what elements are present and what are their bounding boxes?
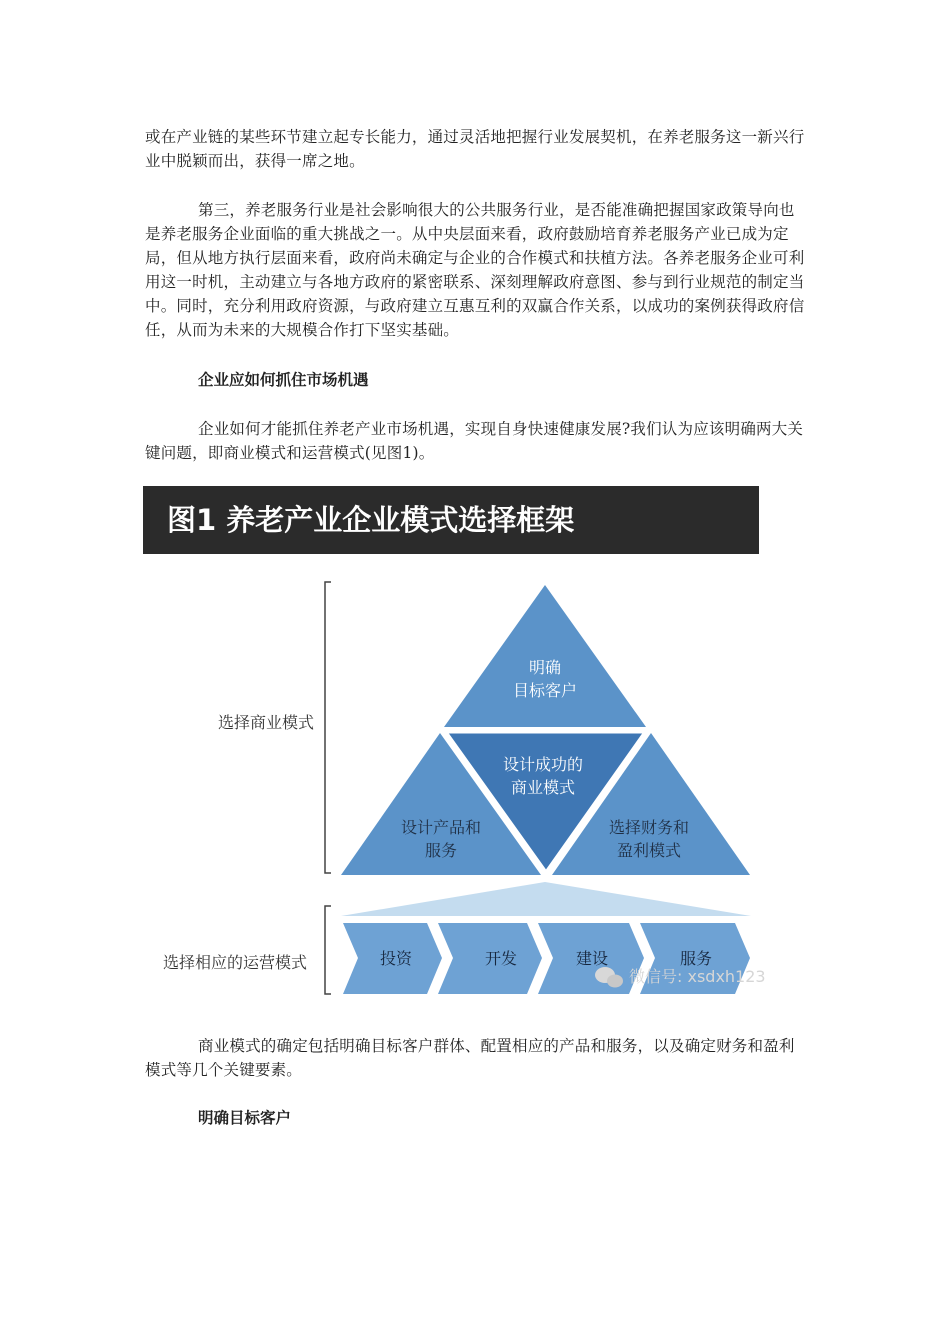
- section-heading-target-customer: 明确目标客户: [198, 1109, 292, 1127]
- top-triangle-text-1: 明确: [528, 658, 562, 677]
- step-label: 服务: [679, 949, 713, 968]
- figure-framework: [143, 486, 803, 1006]
- step-label: 开发: [484, 949, 518, 968]
- triangle-target-customer: [444, 585, 646, 727]
- paragraph-key-questions: 企业如何才能抓住养老产业市场机遇，实现自身快速健康发展?我们认为应该明确两大关键问题，即商业模式和运营模式(见图1)。: [145, 420, 804, 462]
- section-heading-market: 企业应如何抓住市场机遇: [198, 371, 369, 389]
- left-triangle-text-1: 设计产品和: [400, 818, 482, 837]
- framework-diagram: [143, 486, 803, 1006]
- fan-connector: [341, 882, 751, 916]
- right-triangle-text-2: 盈利模式: [616, 841, 682, 860]
- center-triangle-text-1: 设计成功的: [502, 755, 584, 774]
- watermark-text: 微信号: xsdxh123: [629, 967, 766, 986]
- top-triangle-text-2: 目标客户: [512, 681, 578, 700]
- paragraph-intro: 或在产业链的某些环节建立起专长能力，通过灵活地把握行业发展契机，在养老服务这一新兴行业中脱颖而出，获得一席之地。: [145, 128, 805, 170]
- operation-model-label: 选择相应的运营模式: [163, 953, 308, 972]
- paragraph-business-model: 商业模式的确定包括明确目标客户群体、配置相应的产品和服务，以及确定财务和盈利模式等几个关键要素。: [145, 1037, 795, 1079]
- right-triangle-text-1: 选择财务和: [608, 818, 690, 837]
- center-triangle-text-2: 商业模式: [510, 778, 576, 797]
- step-label: 投资: [379, 949, 413, 968]
- step-label: 建设: [575, 949, 609, 968]
- paragraph-third-point: 第三，养老服务行业是社会影响很大的公共服务行业，是否能准确把握国家政策导向也是养老服务企业面临的重大挑战之一。从中央层面来看，政府鼓励培育养老服务产业已成为定局，但从地方执行层面来看，政府尚未确定与企业的合作模式和扶植方法。各养老服务企业可利用这一时机，主动建立与各地方政府的紧密联系、深刻理解政府意图、参与到行业规范的制定当中。同时，充分利用政府资源，与政府建立互惠互利的双赢合作关系，以成功的案例获得政府信任，从而为未来的大规模合作打下坚实基础。: [145, 201, 805, 339]
- figure-title: 图1 养老产业企业模式选择框架: [143, 486, 759, 554]
- left-triangle-text-2: 服务: [424, 841, 458, 860]
- operation-bracket: [325, 906, 331, 994]
- business-bracket: [325, 582, 331, 873]
- business-model-label: 选择商业模式: [218, 713, 315, 732]
